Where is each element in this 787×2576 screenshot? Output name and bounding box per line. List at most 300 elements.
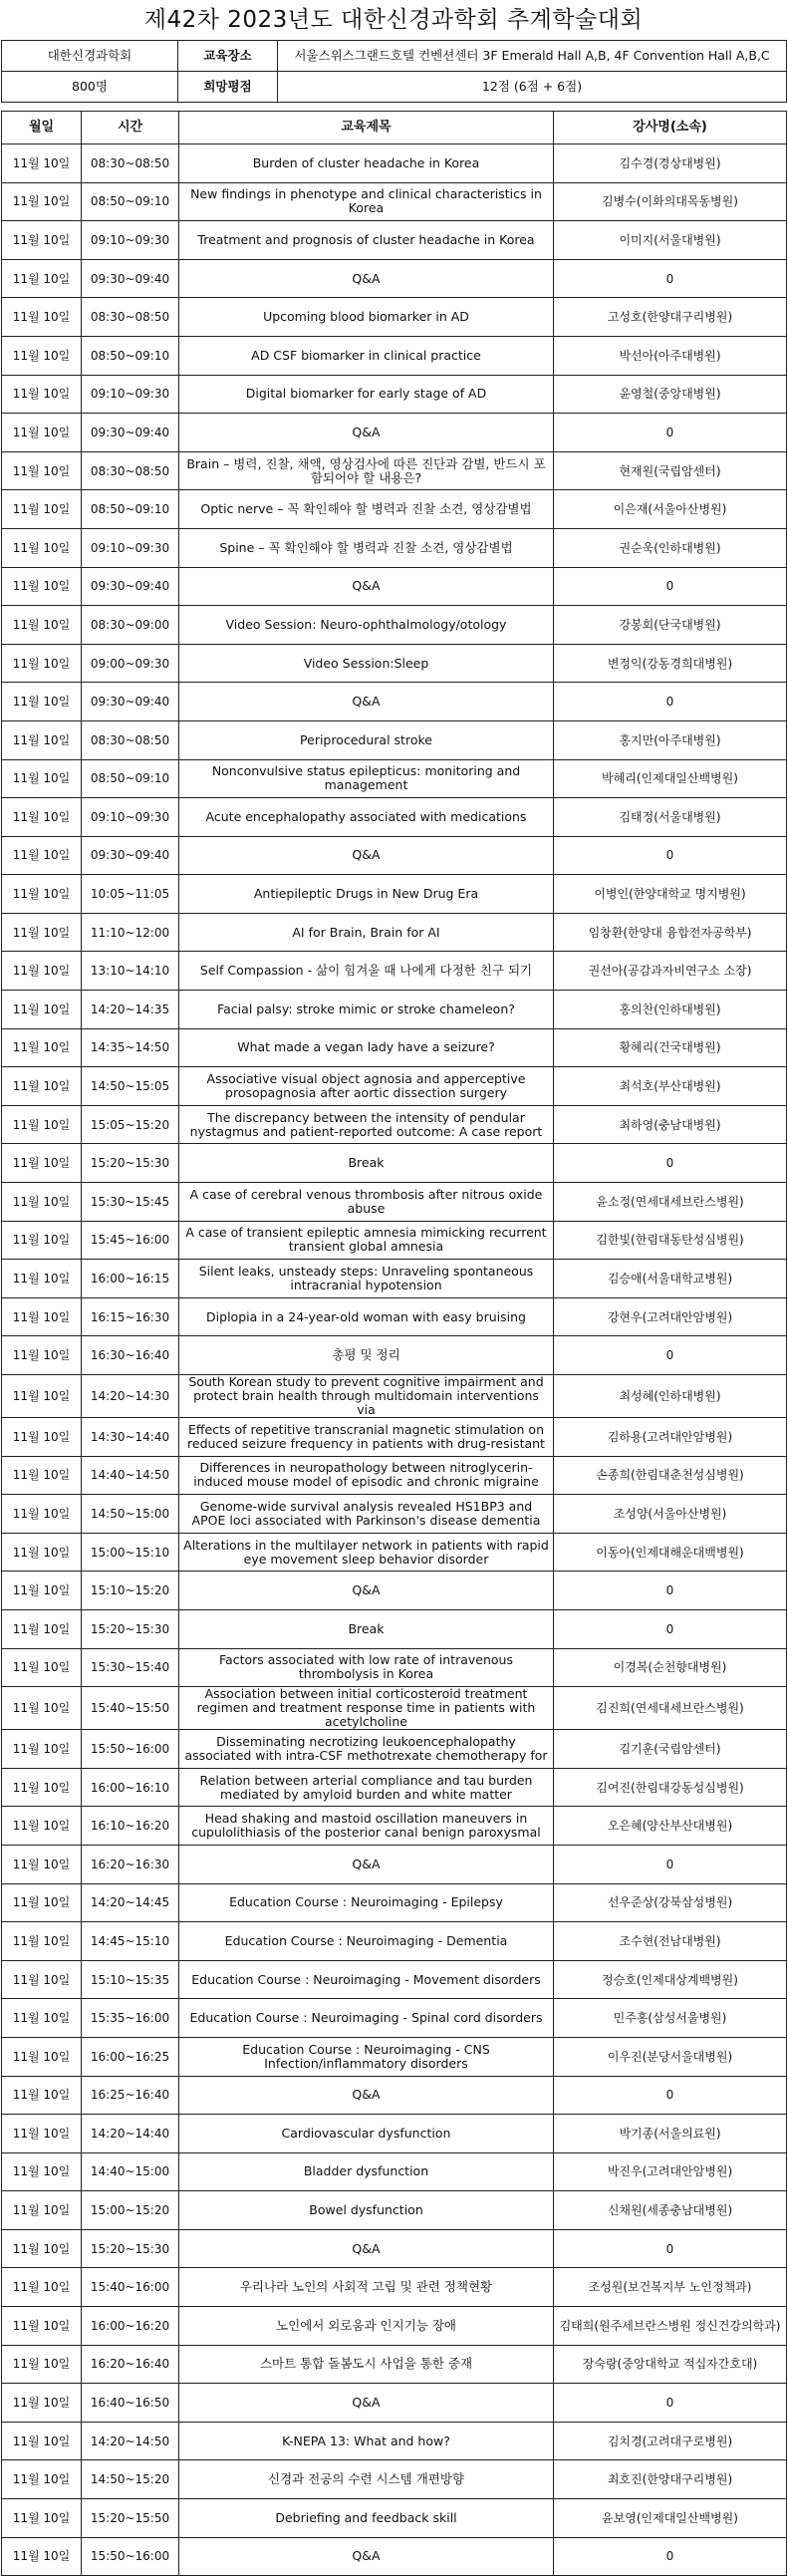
table-row <box>2 2422 787 2460</box>
session-speaker: 현재원(국립암센터) <box>554 451 787 490</box>
session-topic: Upcoming blood biomarker in AD <box>179 298 554 337</box>
session-speaker: 0 <box>554 2229 787 2268</box>
session-topic: Facial palsy: stroke mimic or stroke chameleon? <box>179 991 554 1029</box>
session-speaker: 김여진(한림대강동성심병원) <box>554 1768 787 1807</box>
schedule-table <box>1 111 787 2576</box>
score-label: 희망평점 <box>178 72 278 103</box>
session-topic: Brain – 병력, 진찰, 채액, 영상검사에 따른 진단과 감별, 반드시 포함되어야 할 내용은? <box>179 451 554 490</box>
session-speaker: 조성원(보건복지부 노인정책과) <box>554 2268 787 2307</box>
header-time: 시간 <box>82 112 179 144</box>
session-time: 14:20~14:35 <box>82 991 179 1029</box>
session-time: 15:40~15:50 <box>82 1687 179 1730</box>
session-speaker: 김치경(고려대구로병원) <box>554 2422 787 2460</box>
session-speaker: 이미지(서울대병원) <box>554 221 787 260</box>
session-date: 11월 10일 <box>2 490 82 529</box>
table-row <box>2 952 787 991</box>
session-speaker: 0 <box>554 2076 787 2115</box>
session-topic: Alterations in the multilayer network in patients with rapid eye movement sleep behavior disorder <box>179 1533 554 1572</box>
session-topic: Q&A <box>179 2537 554 2576</box>
session-time: 14:50~15:20 <box>82 2460 179 2499</box>
schedule-header-row <box>2 112 787 144</box>
session-topic: 총평 및 정리 <box>179 1336 554 1375</box>
session-speaker: 0 <box>554 1572 787 1610</box>
table-row <box>2 1922 787 1961</box>
session-speaker: 윤영철(중앙대병원) <box>554 375 787 414</box>
session-topic: Video Session: Neuro-ophthalmology/otology <box>179 606 554 645</box>
session-topic: New findings in phenotype and clinical characteristics in Korea <box>179 182 554 221</box>
session-topic: Digital biomarker for early stage of AD <box>179 375 554 414</box>
info-table <box>1 40 787 103</box>
session-topic: Education Course : Neuroimaging - Movement disorders <box>179 1960 554 1999</box>
session-date: 11월 10일 <box>2 221 82 260</box>
table-row <box>2 1221 787 1260</box>
session-date: 11월 10일 <box>2 1807 82 1846</box>
session-time: 16:00~16:25 <box>82 2037 179 2076</box>
table-row <box>2 1609 787 1648</box>
session-topic: South Korean study to prevent cognitive impairment and protect brain health through multidomain interventions via <box>179 1375 554 1418</box>
table-row <box>2 2345 787 2384</box>
session-date: 11월 10일 <box>2 1375 82 1418</box>
session-time: 15:50~16:00 <box>82 1730 179 1769</box>
capacity-value: 800명 <box>2 72 178 103</box>
session-date: 11월 10일 <box>2 913 82 952</box>
session-speaker: 김태정(서울대병원) <box>554 798 787 837</box>
session-speaker: 0 <box>554 1609 787 1648</box>
table-row <box>2 298 787 337</box>
session-time: 16:00~16:20 <box>82 2307 179 2346</box>
session-date: 11월 10일 <box>2 1999 82 2038</box>
session-topic: Spine – 꼭 확인해야 할 병력과 진찰 소견, 영상감별법 <box>179 528 554 567</box>
session-speaker: 장숙랑(중앙대학교 적십자간호대) <box>554 2345 787 2384</box>
session-time: 09:30~09:40 <box>82 683 179 721</box>
session-speaker: 김태희(원주세브란스병원 정신건강의학과) <box>554 2307 787 2346</box>
session-speaker: 최성혜(인하대병원) <box>554 1375 787 1418</box>
session-topic: Diplopia in a 24-year-old woman with easy bruising <box>179 1297 554 1336</box>
table-row <box>2 221 787 260</box>
table-row <box>2 1418 787 1457</box>
session-speaker: 권순욱(인하대병원) <box>554 528 787 567</box>
session-date: 11월 10일 <box>2 1183 82 1222</box>
session-topic: Debriefing and feedback skill <box>179 2499 554 2538</box>
session-date: 11월 10일 <box>2 1144 82 1183</box>
table-row <box>2 2268 787 2307</box>
session-time: 16:20~16:40 <box>82 2345 179 2384</box>
table-row <box>2 1336 787 1375</box>
session-time: 14:50~15:05 <box>82 1067 179 1106</box>
session-date: 11월 10일 <box>2 2345 82 2384</box>
table-row <box>2 2076 787 2115</box>
session-time: 13:10~14:10 <box>82 952 179 991</box>
session-speaker: 이동아(인제대해운대백병원) <box>554 1533 787 1572</box>
session-topic: Optic nerve – 꼭 확인해야 할 병력과 진찰 소견, 영상감별법 <box>179 490 554 529</box>
table-row <box>2 2229 787 2268</box>
session-speaker: 강현우(고려대안암병원) <box>554 1297 787 1336</box>
session-speaker: 선우준상(강북삼성병원) <box>554 1883 787 1922</box>
session-time: 09:30~09:40 <box>82 567 179 606</box>
session-date: 11월 10일 <box>2 2537 82 2576</box>
table-row <box>2 2499 787 2538</box>
session-date: 11월 10일 <box>2 1105 82 1144</box>
session-time: 15:30~15:40 <box>82 1648 179 1687</box>
session-time: 15:40~16:00 <box>82 2268 179 2307</box>
session-speaker: 김수경(경상대병원) <box>554 144 787 183</box>
session-topic: Q&A <box>179 2384 554 2423</box>
org-name: 대한신경과학회 <box>2 41 178 72</box>
session-speaker: 김승애(서울대학교병원) <box>554 1260 787 1298</box>
table-row <box>2 2384 787 2423</box>
session-date: 11월 10일 <box>2 259 82 298</box>
session-topic: Video Session:Sleep <box>179 644 554 683</box>
session-time: 08:30~08:50 <box>82 720 179 759</box>
session-time: 09:30~09:40 <box>82 836 179 875</box>
session-topic: What made a vegan lady have a seizure? <box>179 1028 554 1067</box>
table-row <box>2 375 787 414</box>
table-row <box>2 1960 787 1999</box>
session-speaker: 0 <box>554 1336 787 1375</box>
session-time: 14:45~15:10 <box>82 1922 179 1961</box>
session-date: 11월 10일 <box>2 1572 82 1610</box>
session-date: 11월 10일 <box>2 1960 82 1999</box>
table-row <box>2 2037 787 2076</box>
session-date: 11월 10일 <box>2 1730 82 1769</box>
session-topic: Genome-wide survival analysis revealed HS1BP3 and APOE loci associated with Parkinson's disease dementia <box>179 1495 554 1534</box>
session-speaker: 박진우(고려대안암병원) <box>554 2152 787 2191</box>
session-time: 15:45~16:00 <box>82 1221 179 1260</box>
table-row <box>2 528 787 567</box>
session-speaker: 김기훈(국립암센터) <box>554 1730 787 1769</box>
session-time: 15:00~15:10 <box>82 1533 179 1572</box>
session-speaker: 김진희(연세대세브란스병원) <box>554 1687 787 1730</box>
session-speaker: 홍의찬(인하대병원) <box>554 991 787 1029</box>
table-row <box>2 1999 787 2038</box>
session-speaker: 변정익(강동경희대병원) <box>554 644 787 683</box>
session-topic: Bowel dysfunction <box>179 2191 554 2230</box>
table-row <box>2 1456 787 1495</box>
table-row <box>2 1028 787 1067</box>
session-time: 16:40~16:50 <box>82 2384 179 2423</box>
session-topic: Education Course : Neuroimaging - Epilepsy <box>179 1883 554 1922</box>
session-date: 11월 10일 <box>2 1533 82 1572</box>
session-time: 15:05~15:20 <box>82 1105 179 1144</box>
session-date: 11월 10일 <box>2 836 82 875</box>
table-row <box>2 683 787 721</box>
session-time: 15:00~15:20 <box>82 2191 179 2230</box>
session-topic: Relation between arterial compliance and tau burden mediated by amyloid burden and white matter <box>179 1768 554 1807</box>
session-time: 08:50~09:10 <box>82 759 179 798</box>
session-time: 15:10~15:20 <box>82 1572 179 1610</box>
session-time: 15:20~15:30 <box>82 1144 179 1183</box>
table-row <box>2 2115 787 2153</box>
session-time: 15:30~15:45 <box>82 1183 179 1222</box>
session-date: 11월 10일 <box>2 1648 82 1687</box>
session-date: 11월 10일 <box>2 1845 82 1883</box>
table-row <box>2 1183 787 1222</box>
session-speaker: 이은재(서울아산병원) <box>554 490 787 529</box>
session-date: 11월 10일 <box>2 1768 82 1807</box>
table-row <box>2 991 787 1029</box>
session-date: 11월 10일 <box>2 414 82 452</box>
session-topic: Self Compassion - 삶이 힘겨울 때 나에게 다정한 친구 되기 <box>179 952 554 991</box>
session-time: 14:30~14:40 <box>82 1418 179 1457</box>
session-speaker: 강봉회(단국대병원) <box>554 606 787 645</box>
session-topic: Effects of repetitive transcranial magnetic stimulation on reduced seizure frequency in patients with drug-resistant <box>179 1418 554 1457</box>
session-date: 11월 10일 <box>2 952 82 991</box>
session-speaker: 임창환(한양대 융합전자공학부) <box>554 913 787 952</box>
session-speaker: 고성호(한양대구리병원) <box>554 298 787 337</box>
table-row <box>2 759 787 798</box>
session-time: 15:20~15:50 <box>82 2499 179 2538</box>
venue-value: 서울스위스그랜드호텔 컨벤션센터 3F Emerald Hall A,B, 4F Convention Hall A,B,C <box>278 41 787 72</box>
session-date: 11월 10일 <box>2 798 82 837</box>
session-time: 15:10~15:35 <box>82 1960 179 1999</box>
table-row <box>2 1883 787 1922</box>
session-time: 09:00~09:30 <box>82 644 179 683</box>
info-row-venue <box>2 41 787 72</box>
session-topic: A case of cerebral venous thrombosis after nitrous oxide abuse <box>179 1183 554 1222</box>
session-date: 11월 10일 <box>2 182 82 221</box>
session-topic: Periprocedural stroke <box>179 720 554 759</box>
session-time: 16:00~16:10 <box>82 1768 179 1807</box>
session-time: 11:10~12:00 <box>82 913 179 952</box>
table-row <box>2 836 787 875</box>
table-row <box>2 2307 787 2346</box>
session-topic: Factors associated with low rate of intravenous thrombolysis in Korea <box>179 1648 554 1687</box>
session-topic: Antiepileptic Drugs in New Drug Era <box>179 875 554 914</box>
session-topic: Break <box>179 1609 554 1648</box>
session-topic: The discrepancy between the intensity of pendular nystagmus and patient-reported outcome: A case report <box>179 1105 554 1144</box>
table-row <box>2 1730 787 1769</box>
table-row <box>2 2460 787 2499</box>
session-date: 11월 10일 <box>2 1260 82 1298</box>
session-time: 14:20~14:30 <box>82 1375 179 1418</box>
session-date: 11월 10일 <box>2 1687 82 1730</box>
session-topic: Q&A <box>179 2229 554 2268</box>
session-time: 09:30~09:40 <box>82 414 179 452</box>
session-date: 11월 10일 <box>2 1883 82 1922</box>
session-speaker: 박혜리(인제대일산백병원) <box>554 759 787 798</box>
table-row <box>2 1375 787 1418</box>
session-date: 11월 10일 <box>2 1028 82 1067</box>
table-row <box>2 336 787 375</box>
session-date: 11월 10일 <box>2 2076 82 2115</box>
session-date: 11월 10일 <box>2 2115 82 2153</box>
session-time: 14:40~14:50 <box>82 1456 179 1495</box>
session-speaker: 이경복(순천향대병원) <box>554 1648 787 1687</box>
session-topic: Disseminating necrotizing leukoencephalopathy associated with intra-CSF methotrexate chemotherapy for <box>179 1730 554 1769</box>
session-topic: 스마트 통합 돌봄도시 사업을 통한 중재 <box>179 2345 554 2384</box>
session-speaker: 이병인(한양대학교 명지병원) <box>554 875 787 914</box>
session-speaker: 0 <box>554 414 787 452</box>
session-speaker: 0 <box>554 836 787 875</box>
table-row <box>2 490 787 529</box>
session-date: 11월 10일 <box>2 144 82 183</box>
session-date: 11월 10일 <box>2 336 82 375</box>
session-speaker: 0 <box>554 683 787 721</box>
table-row <box>2 1067 787 1106</box>
session-topic: Q&A <box>179 414 554 452</box>
header-topic: 교육제목 <box>179 112 554 144</box>
schedule-body <box>2 144 787 2576</box>
session-speaker: 0 <box>554 2537 787 2576</box>
session-date: 11월 10일 <box>2 1609 82 1648</box>
session-date: 11월 10일 <box>2 2307 82 2346</box>
table-row <box>2 1105 787 1144</box>
session-time: 16:15~16:30 <box>82 1297 179 1336</box>
session-speaker: 0 <box>554 1845 787 1883</box>
session-topic: Cardiovascular dysfunction <box>179 2115 554 2153</box>
session-time: 15:20~15:30 <box>82 1609 179 1648</box>
table-row <box>2 720 787 759</box>
session-time: 14:35~14:50 <box>82 1028 179 1067</box>
session-time: 08:30~09:00 <box>82 606 179 645</box>
session-time: 08:50~09:10 <box>82 336 179 375</box>
table-row <box>2 2537 787 2576</box>
session-time: 16:25~16:40 <box>82 2076 179 2115</box>
table-row <box>2 2152 787 2191</box>
table-row <box>2 875 787 914</box>
session-topic: Association between initial corticosteroid treatment regimen and treatment response time in patients with acetylcholine <box>179 1687 554 1730</box>
page-title: 제42차 2023년도 대한신경과학회 추계학술대회 <box>143 7 644 33</box>
session-topic: AD CSF biomarker in clinical practice <box>179 336 554 375</box>
session-date: 11월 10일 <box>2 720 82 759</box>
session-speaker: 조수현(전남대병원) <box>554 1922 787 1961</box>
session-date: 11월 10일 <box>2 528 82 567</box>
session-topic: Silent leaks, unsteady steps: Unraveling spontaneous intracranial hypotension <box>179 1260 554 1298</box>
session-speaker: 황혜리(건국대병원) <box>554 1028 787 1067</box>
session-date: 11월 10일 <box>2 991 82 1029</box>
session-speaker: 김병수(이화의대목동병원) <box>554 182 787 221</box>
table-row <box>2 1533 787 1572</box>
table-row <box>2 1768 787 1807</box>
table-row <box>2 451 787 490</box>
session-topic: Break <box>179 1144 554 1183</box>
session-date: 11월 10일 <box>2 451 82 490</box>
session-topic: 신경과 전공의 수련 시스템 개편방향 <box>179 2460 554 2499</box>
session-time: 14:20~14:45 <box>82 1883 179 1922</box>
session-speaker: 최하영(충남대병원) <box>554 1105 787 1144</box>
session-topic: 노인에서 외로움과 인지기능 장애 <box>179 2307 554 2346</box>
venue-label: 교육장소 <box>178 41 278 72</box>
session-topic: Q&A <box>179 1845 554 1883</box>
session-speaker: 민주홍(삼성서울병원) <box>554 1999 787 2038</box>
session-time: 14:20~14:50 <box>82 2422 179 2460</box>
session-topic: Q&A <box>179 567 554 606</box>
session-time: 08:30~08:50 <box>82 451 179 490</box>
session-time: 08:50~09:10 <box>82 182 179 221</box>
session-speaker: 손종희(한림대춘천성심병원) <box>554 1456 787 1495</box>
session-topic: Q&A <box>179 836 554 875</box>
session-speaker: 0 <box>554 567 787 606</box>
table-row <box>2 144 787 183</box>
table-row <box>2 606 787 645</box>
table-row <box>2 644 787 683</box>
session-date: 11월 10일 <box>2 606 82 645</box>
session-speaker: 정승호(인제대상계백병원) <box>554 1960 787 1999</box>
session-time: 10:05~11:05 <box>82 875 179 914</box>
session-date: 11월 10일 <box>2 1067 82 1106</box>
session-date: 11월 10일 <box>2 2422 82 2460</box>
session-date: 11월 10일 <box>2 683 82 721</box>
table-row <box>2 259 787 298</box>
session-time: 16:20~16:30 <box>82 1845 179 1883</box>
score-value: 12점 (6점 + 6점) <box>278 72 787 103</box>
session-speaker: 박기종(서울의료원) <box>554 2115 787 2153</box>
session-time: 15:35~16:00 <box>82 1999 179 2038</box>
session-speaker: 윤소정(연세대세브란스병원) <box>554 1183 787 1222</box>
session-topic: Education Course : Neuroimaging - Dementia <box>179 1922 554 1961</box>
session-topic: Education Course : Neuroimaging - Spinal cord disorders <box>179 1999 554 2038</box>
session-date: 11월 10일 <box>2 875 82 914</box>
session-speaker: 0 <box>554 259 787 298</box>
session-time: 16:00~16:15 <box>82 1260 179 1298</box>
table-row <box>2 1648 787 1687</box>
table-row <box>2 567 787 606</box>
session-time: 08:30~08:50 <box>82 298 179 337</box>
session-time: 09:10~09:30 <box>82 375 179 414</box>
session-topic: Bladder dysfunction <box>179 2152 554 2191</box>
session-date: 11월 10일 <box>2 1221 82 1260</box>
session-topic: Associative visual object agnosia and apperceptive prosopagnosia after aortic dissection surgery <box>179 1067 554 1106</box>
session-speaker: 박선아(아주대병원) <box>554 336 787 375</box>
session-date: 11월 10일 <box>2 1495 82 1534</box>
session-time: 16:10~16:20 <box>82 1807 179 1846</box>
session-topic: Differences in neuropathology between nitroglycerin-induced mouse model of episodic and chronic migraine <box>179 1456 554 1495</box>
table-row <box>2 1260 787 1298</box>
session-date: 11월 10일 <box>2 2037 82 2076</box>
session-date: 11월 10일 <box>2 2229 82 2268</box>
table-row <box>2 182 787 221</box>
table-row <box>2 1807 787 1846</box>
session-speaker: 신채원(세종충남대병원) <box>554 2191 787 2230</box>
session-time: 16:30~16:40 <box>82 1336 179 1375</box>
session-topic: K-NEPA 13: What and how? <box>179 2422 554 2460</box>
session-topic: A case of transient epileptic amnesia mimicking recurrent transient global amnesia <box>179 1221 554 1260</box>
session-date: 11월 10일 <box>2 2460 82 2499</box>
session-speaker: 0 <box>554 2384 787 2423</box>
table-row <box>2 913 787 952</box>
session-time: 14:50~15:00 <box>82 1495 179 1534</box>
table-row <box>2 1845 787 1883</box>
session-date: 11월 10일 <box>2 1297 82 1336</box>
session-date: 11월 10일 <box>2 375 82 414</box>
session-topic: Burden of cluster headache in Korea <box>179 144 554 183</box>
session-topic: 우리나라 노인의 사회적 고립 및 관련 정책현황 <box>179 2268 554 2307</box>
session-topic: Q&A <box>179 683 554 721</box>
session-topic: AI for Brain, Brain for AI <box>179 913 554 952</box>
session-time: 14:40~15:00 <box>82 2152 179 2191</box>
session-time: 14:20~14:40 <box>82 2115 179 2153</box>
session-date: 11월 10일 <box>2 1922 82 1961</box>
session-date: 11월 10일 <box>2 1456 82 1495</box>
session-topic: Treatment and prognosis of cluster headache in Korea <box>179 221 554 260</box>
session-date: 11월 10일 <box>2 2268 82 2307</box>
session-topic: Acute encephalopathy associated with medications <box>179 798 554 837</box>
session-speaker: 홍지만(아주대병원) <box>554 720 787 759</box>
session-speaker: 이우진(분당서울대병원) <box>554 2037 787 2076</box>
session-date: 11월 10일 <box>2 1336 82 1375</box>
table-row <box>2 2191 787 2230</box>
session-topic: Head shaking and mastoid oscillation maneuvers in cupulolithiasis of the posterior canal benign paroxysmal <box>179 1807 554 1846</box>
session-speaker: 최호진(한양대구리병원) <box>554 2460 787 2499</box>
session-speaker: 윤보영(인제대일산백병원) <box>554 2499 787 2538</box>
session-date: 11월 10일 <box>2 1418 82 1457</box>
table-row <box>2 1297 787 1336</box>
session-speaker: 김한빛(한림대동탄성심병원) <box>554 1221 787 1260</box>
session-time: 08:30~08:50 <box>82 144 179 183</box>
session-time: 09:10~09:30 <box>82 798 179 837</box>
session-date: 11월 10일 <box>2 2384 82 2423</box>
session-topic: Q&A <box>179 1572 554 1610</box>
